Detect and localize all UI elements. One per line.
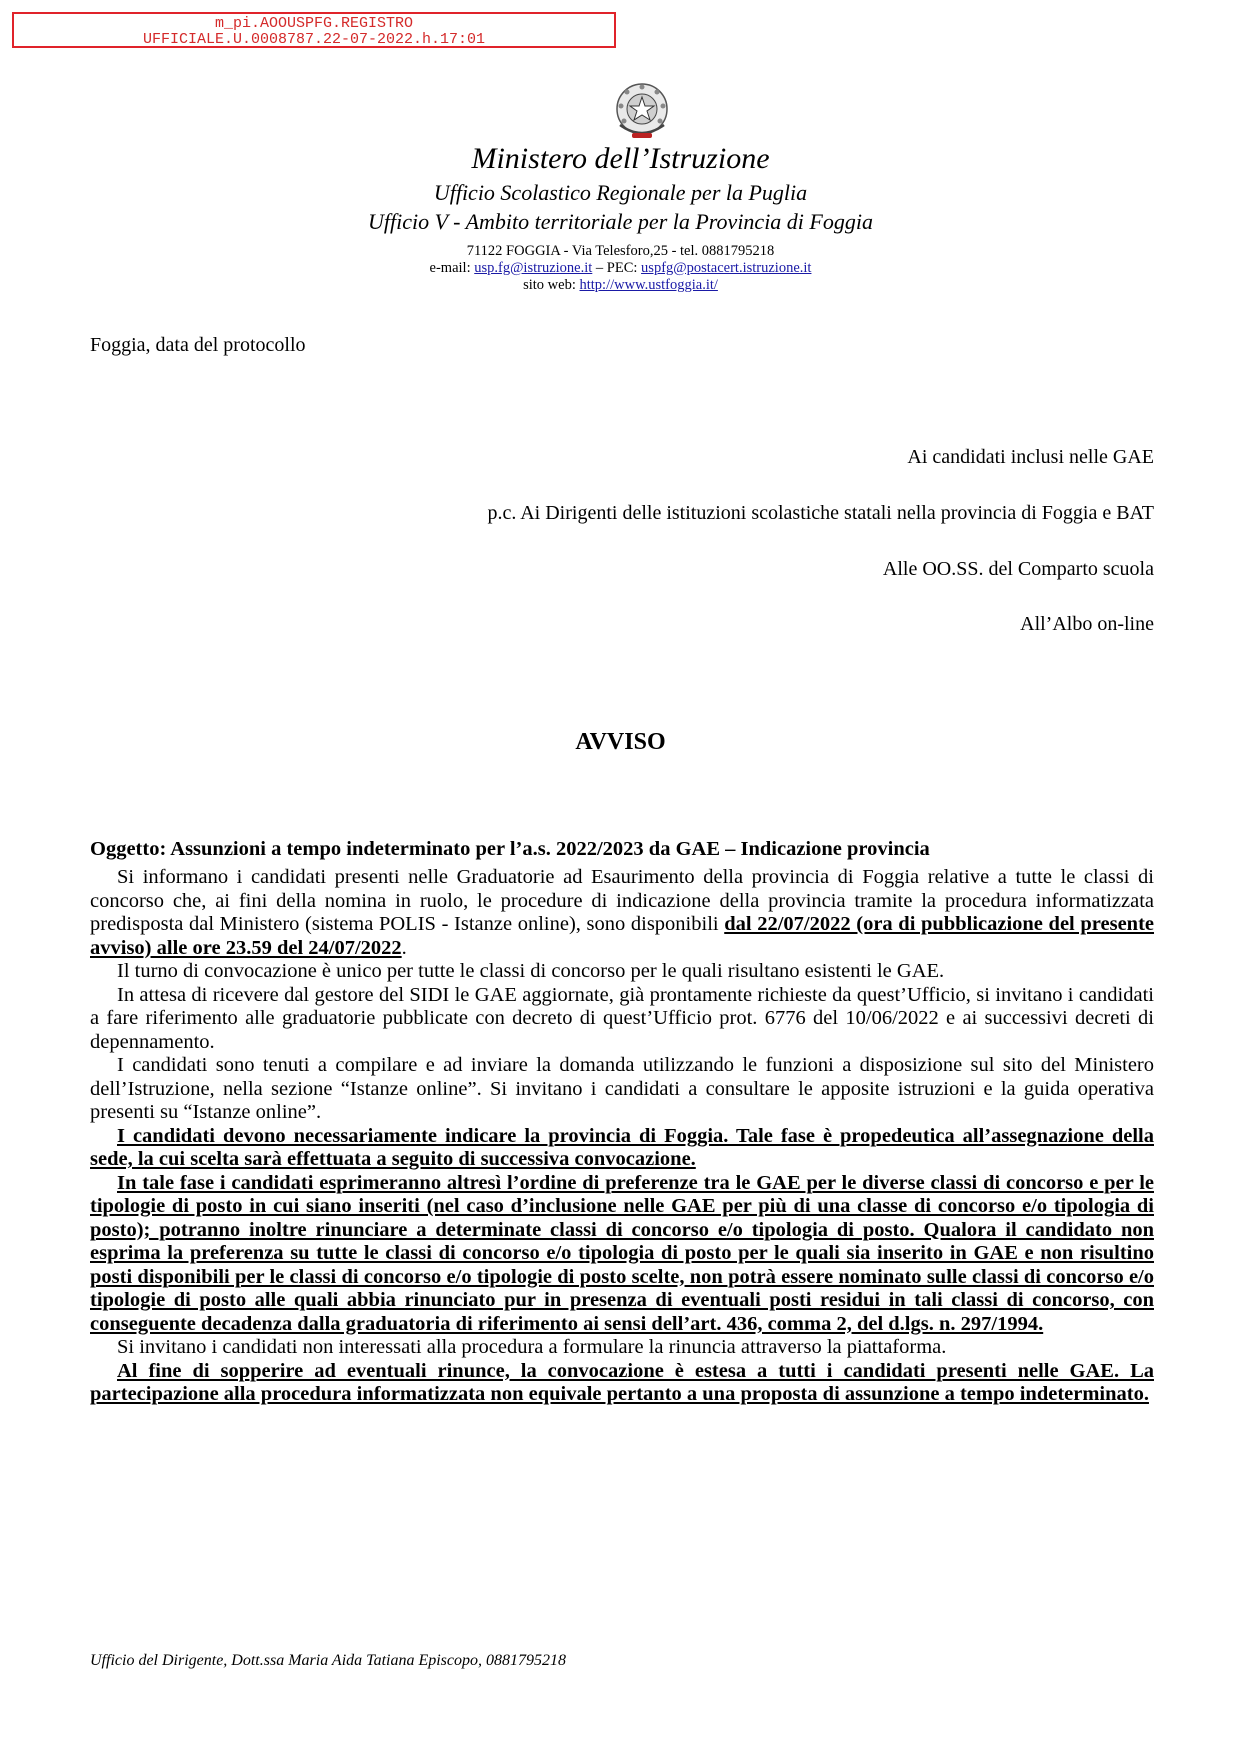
protocol-stamp-line1: m_pi.AOOUSPFG.REGISTRO [214,15,414,32]
website-line [0,277,1241,294]
paragraph [90,866,1154,960]
place-date: Foggia, data del protocollo [90,334,306,356]
email-line [0,260,1241,277]
ministry-name: Ministero dell’Istruzione [471,142,770,175]
pec-link[interactable]: uspfg@postacert.istruzione.it [641,260,812,276]
email-label: e-mail: [429,260,475,276]
recipient-line: All’Albo on-line [1020,613,1154,635]
paragraph-text: Si informano i candidati presenti nelle Graduatorie ad Esaurimento della provincia di Foggia relative a tutte le classi di concorso che, ai fini della nomina in ruolo, le procedure di indicazione della provincia tramite la procedura informatizzata predisposta dal Ministero (sistema POLIS - Istanze online), sono disponibili [90,866,1154,935]
italian-republic-emblem-icon [612,79,672,143]
website-label: sito web: [523,277,580,293]
paragraph: In attesa di ricevere dal gestore del SIDI le GAE aggiornate, già prontamente richieste da quest’Ufficio, si invitano i candidati a fare riferimento alle graduatorie pubblicate con decreto di quest’Ufficio prot. 6776 del 10/06/2022 e ai successivi decreti di depennamento. [90,983,1154,1053]
local-office-name: Ufficio V - Ambito territoriale per la Provincia di Foggia [368,209,873,234]
footer-signature: Ufficio del Dirigente, Dott.ssa Maria Aida Tatiana Episcopo, 0881795218 [90,1652,566,1669]
paragraph-emphasis: I candidati devono necessariamente indicare la provincia di Foggia. Tale fase è propedeutica all’assegnazione della sede, la cui scelta sarà effettuata a seguito di successiva convocazione. [90,1124,1154,1170]
deadline-emphasis: dal 22/07/2022 (ora di pubblicazione del presente avviso) alle ore 23.59 del 24/07/2022 [90,913,1155,959]
recipient-line: Alle OO.SS. del Comparto scuola [882,558,1154,580]
document-body [90,866,1154,1407]
address-line: 71122 FOGGIA - Via Telesforo,25 - tel. 0881795218 [466,243,775,259]
pec-label: – PEC: [592,260,642,276]
protocol-stamp [12,12,616,48]
paragraph: Il turno di convocazione è unico per tutte le classi di concorso per le quali risultano esistenti le GAE. [117,960,945,982]
paragraph-emphasis: Al fine di sopperire ad eventuali rinunce, la convocazione è estesa a tutti i candidati presenti nelle GAE. La partecipazione alla procedura informatizzata non equivale pertanto a una proposta di assunzione a tempo indeterminato. [90,1359,1154,1405]
recipient-line: Ai candidati inclusi nelle GAE [907,446,1154,468]
paragraph: I candidati sono tenuti a compilare e ad inviare la domanda utilizzando le funzioni a disposizione sul sito del Ministero dell’Istruzione, nella sezione “Istanze online”. Si invitano i candidati a consultare le apposite istruzioni e la guida operativa presenti su “Istanze online”. [90,1054,1154,1123]
paragraph-end: . [401,936,407,959]
subject-line: Oggetto: Assunzioni a tempo indeterminato per l’a.s. 2022/2023 da GAE – Indicazione provincia [90,838,930,860]
document-title: AVVISO [575,729,666,755]
contact-block [0,243,1241,294]
website-link[interactable]: http://www.ustfoggia.it/ [579,277,718,293]
recipient-line: p.c. Ai Dirigenti delle istituzioni scolastiche statali nella provincia di Foggia e BAT [487,502,1154,524]
email-link[interactable]: usp.fg@istruzione.it [474,260,593,276]
regional-office-name: Ufficio Scolastico Regionale per la Puglia [433,180,808,205]
paragraph: Si invitano i candidati non interessati alla procedura a formulare la rinuncia attraverso la piattaforma. [117,1336,947,1358]
paragraph-emphasis: In tale fase i candidati esprimeranno altresì l’ordine di preferenze tra le GAE per le diverse classi di concorso e per le tipologie di posto in cui siano inseriti (nel caso d’inclusione nelle GAE per più di una classe di concorso e/o tipologia di posto); potranno inoltre rinunciare a determinate classi di concorso e/o tipologia di posto. Qualora il candidato non esprima la preferenza su tutte le classi di concorso e/o tipologia di posto per le quali sia inserito in GAE e non risultino posti disponibili per le classi di concorso e/o tipologie di posto scelte, non potrà essere nominato sulle classi di concorso e/o tipologie di posto alle quali abbia rinunciato pur in presenza di eventuali posti residui in tali classi di concorso, con conseguente decadenza dalla graduatoria di riferimento ai sensi dell’art. 436, comma 2, del d.lgs. n. 297/1994. [90,1171,1154,1335]
protocol-stamp-line2: UFFICIALE.U.0008787.22-07-2022.h.17:01 [142,31,486,48]
